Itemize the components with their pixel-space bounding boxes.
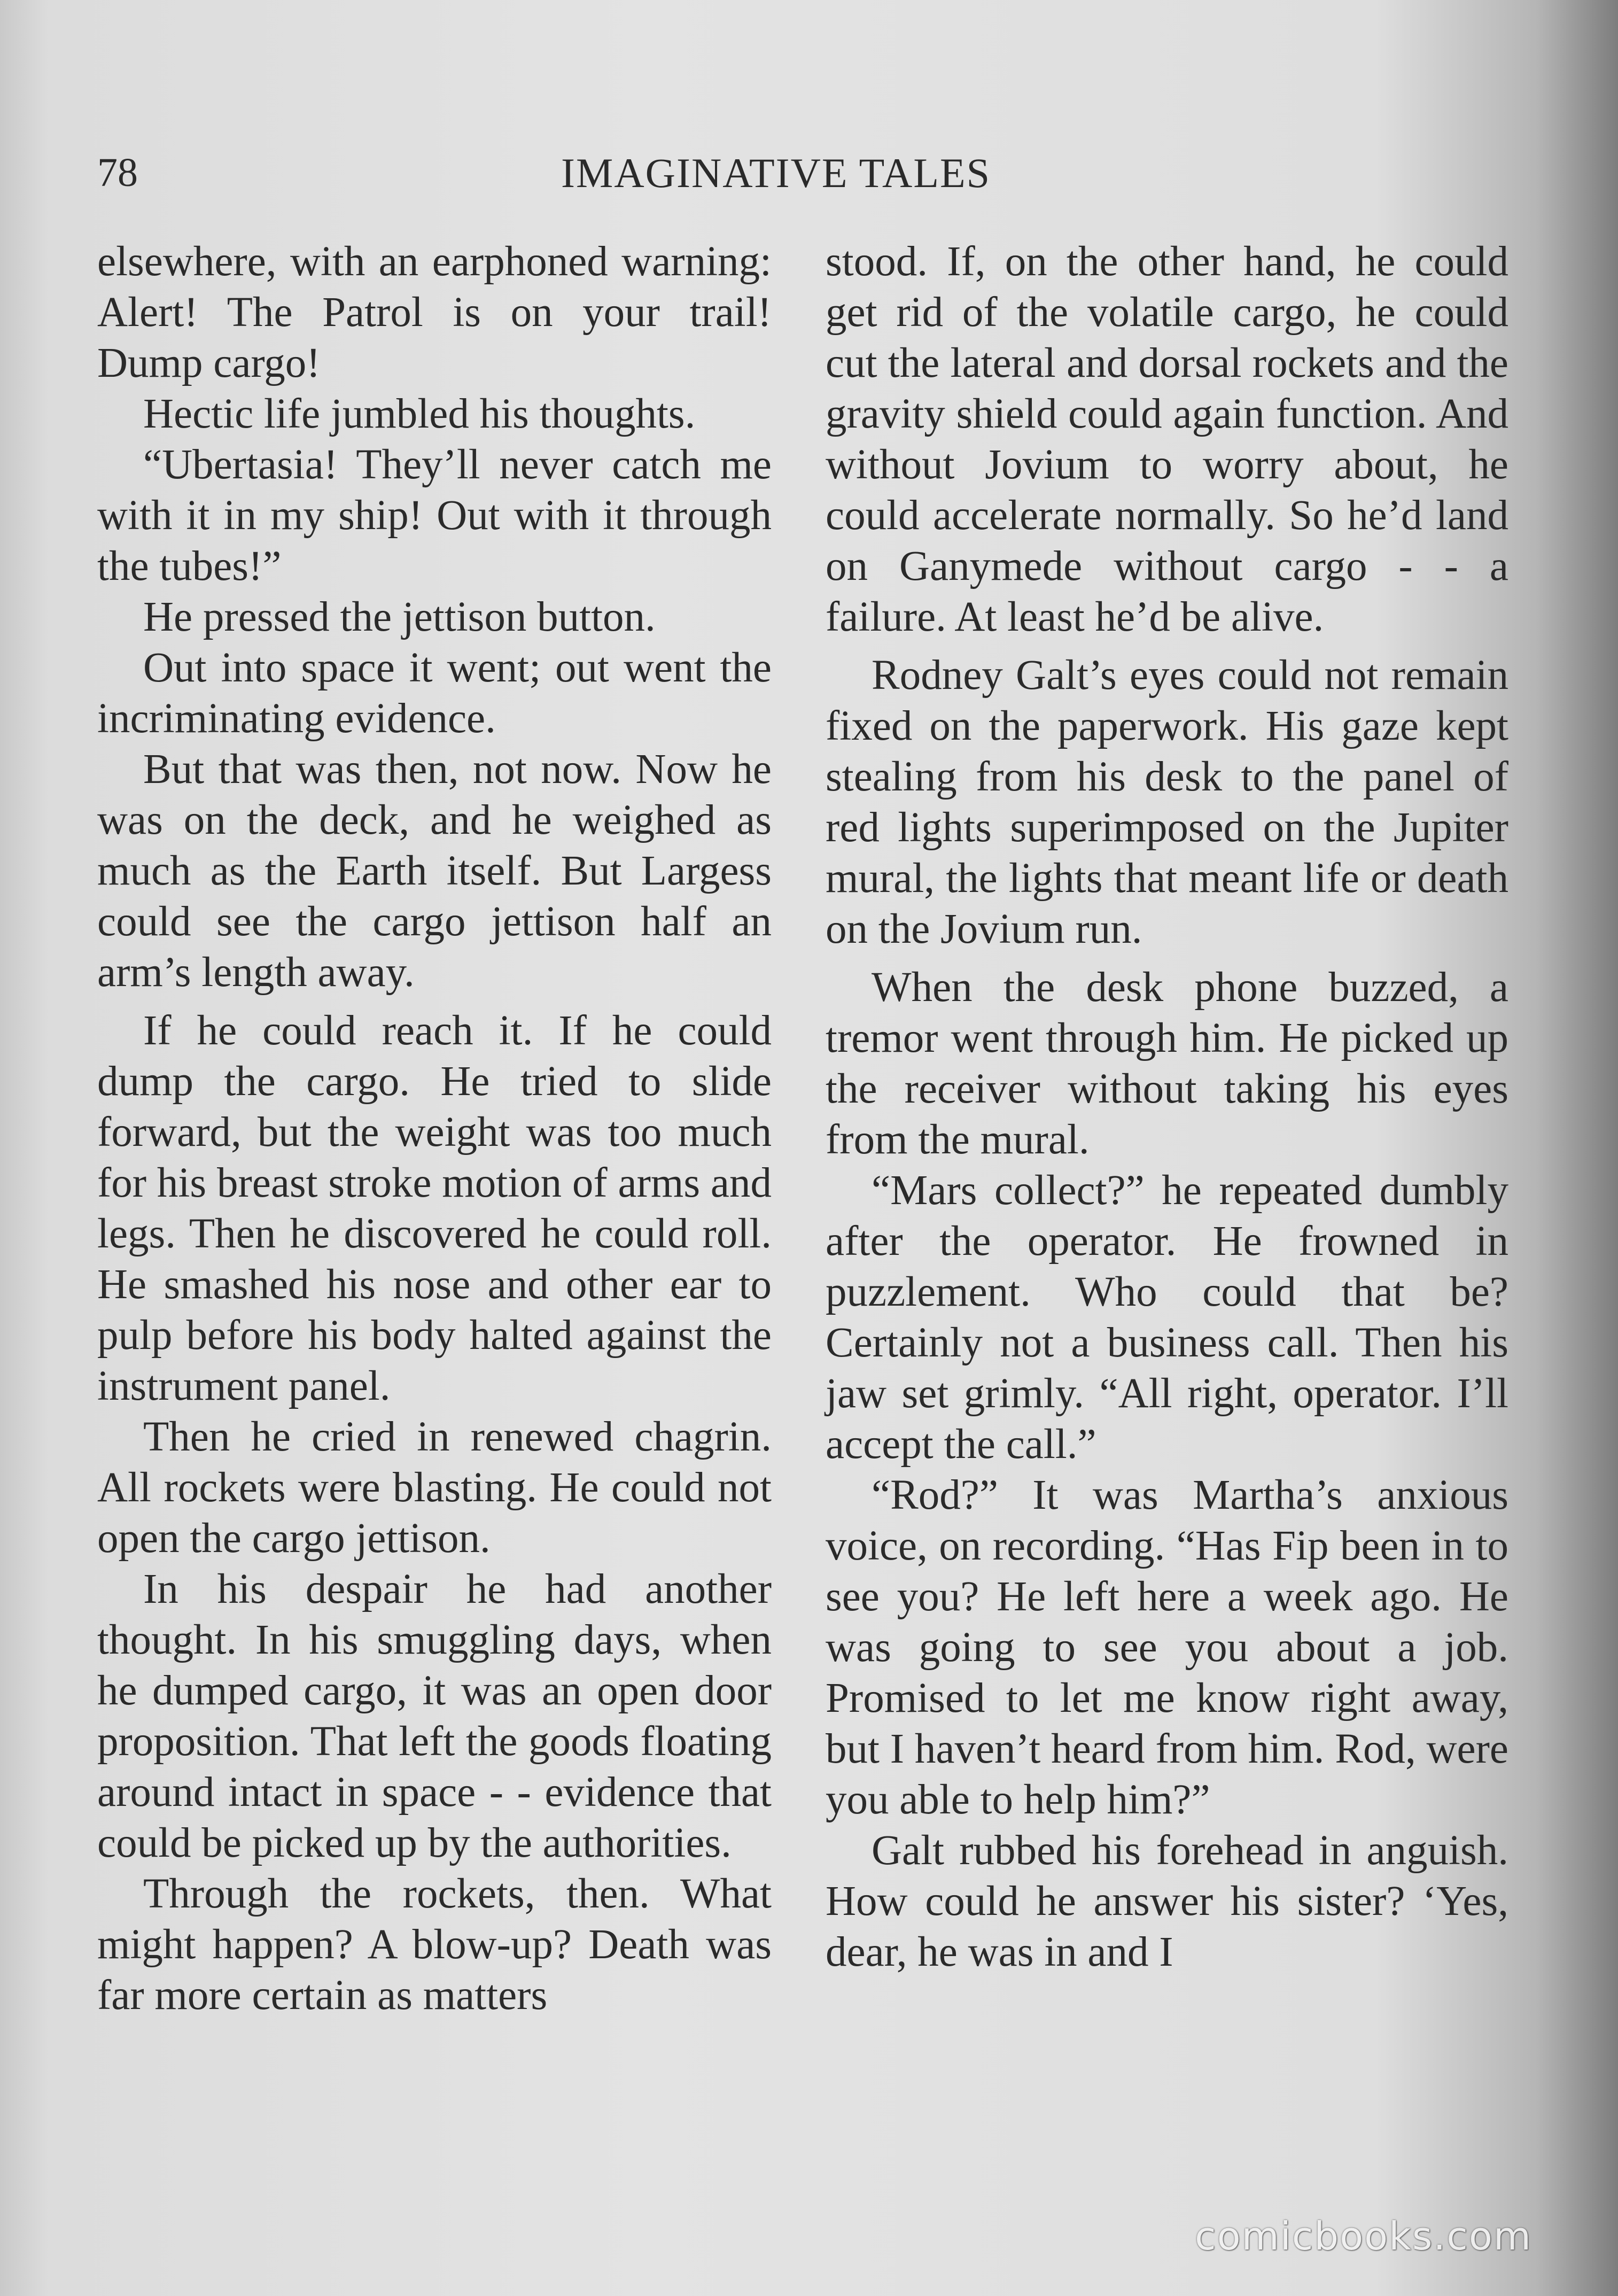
paragraph: Through the rockets, then. What might happen? A blow-up? Death was far more certain as matters xyxy=(97,1871,772,2019)
paragraph: If he could reach it. If he could dump the cargo. He tried to slide forward, but the weight was too much for his breast stroke motion of arms and legs. Then he discovered he could roll. He smashed his nose and other ear to pulp before his body halted against the instrument panel. xyxy=(97,1007,772,1409)
paragraph: “Rod?” It was Martha’s anxious voice, on recording. “Has Fip been in to see you? He left here a week ago. He was going to see you about a job. Promised to let me know right away, but I haven’t heard from him. Rod, were you able to help him?” xyxy=(826,1472,1508,1823)
paragraph: Out into space it went; out went the incriminating evidence. xyxy=(97,645,772,742)
paragraph: Then he cried in renewed chagrin. All rockets were blasting. He could not open the cargo jettison. xyxy=(97,1414,772,1562)
paragraph: Hectic life jumbled his thoughts. xyxy=(143,391,696,437)
paragraph: In his despair he had another thought. In his smuggling days, when he dumped cargo, it was an open door proposition. That left the goods floating around intact in space - - evidence that could be picked up by the authorities. xyxy=(97,1566,772,1866)
paragraph: He pressed the jettison button. xyxy=(143,594,656,640)
paragraph: But that was then, not now. Now he was on the deck, and he weighed as much as the Earth itself. But Largess could see the cargo jettison half an arm’s length away. xyxy=(97,746,772,996)
paragraph: When the desk phone buzzed, a tremor went through him. He picked up the receiver without taking his eyes from the mural. xyxy=(826,964,1508,1163)
left-text-column xyxy=(97,236,772,2021)
running-title: IMAGINATIVE TALES xyxy=(561,150,991,196)
watermark: comicbooks.com xyxy=(1195,2214,1533,2259)
paragraph: Rodney Galt’s eyes could not remain fixed on the paperwork. His gaze kept stealing from his desk to the panel of red lights superimposed on the Jupiter mural, the lights that meant life or death on the Jovium run. xyxy=(826,652,1508,952)
paragraph: “Ubertasia! They’ll never catch me with it in my ship! Out with it through the tubes!” xyxy=(97,441,772,589)
paragraph: Galt rubbed his forehead in anguish. How could he answer his sister? ‘Yes, dear, he was in and I xyxy=(826,1827,1508,1975)
paragraph: stood. If, on the other hand, he could get rid of the volatile cargo, he could cut the lateral and dorsal rockets and the gravity shield could again function. And without Jovium to worry about, he could accelerate normally. So he’d land on Ganymede without cargo - - a failure. At least he’d be alive. xyxy=(826,238,1508,640)
paragraph: “Mars collect?” he repeated dumbly after the operator. He frowned in puzzlement. Who could that be? Certainly not a business call. Then his jaw set grimly. “All right, operator. I’ll accept the call.” xyxy=(826,1167,1508,1468)
right-text-column xyxy=(826,236,1508,1977)
paragraph: elsewhere, with an earphoned warning: Alert! The Patrol is on your trail! Dump cargo! xyxy=(97,238,772,386)
page-number: 78 xyxy=(97,150,138,195)
